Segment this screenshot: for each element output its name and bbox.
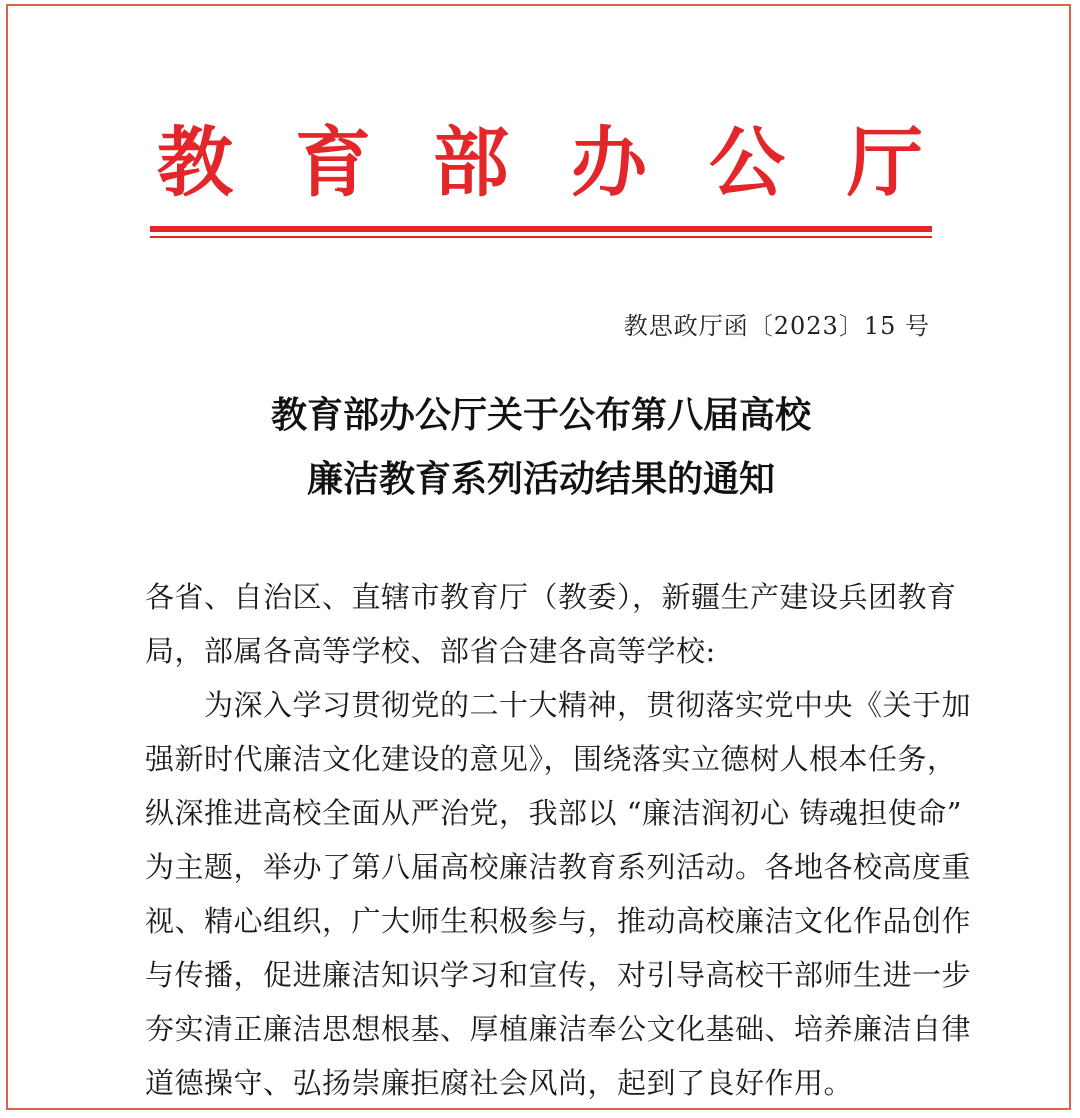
letterhead-issuer xyxy=(150,118,930,208)
document-number: 教思政厅函〔2023〕15 号 xyxy=(623,312,930,340)
body-line: 夯实清正廉洁思想根基、厚植廉洁奉公文化基础、培养廉洁自律 xyxy=(145,1012,972,1046)
body-line: 视、精心组织，广大师生积极参与，推动高校廉洁文化作品创作 xyxy=(145,904,972,938)
document-body xyxy=(145,570,972,1110)
body-line: 纵深推进高校全面从严治党，我部以 “廉洁润初心 铸魂担使命” xyxy=(145,796,963,830)
document-title-line: 廉洁教育系列活动结果的通知 xyxy=(306,459,775,500)
letterhead-char: 育 xyxy=(295,118,371,207)
body-line: 为主题，举办了第八届高校廉洁教育系列活动。各地各校高度重 xyxy=(145,850,972,884)
body-line: 局，部属各高等学校、部省合建各高等学校: xyxy=(145,634,716,668)
body-line: 强新时代廉洁文化建设的意见》，围绕落实立德树人根本任务， xyxy=(145,742,957,776)
body-line: 道德操守、弘扬崇廉拒腐社会风尚，起到了良好作用。 xyxy=(145,1066,854,1100)
letterhead-char: 教 xyxy=(157,118,233,207)
body-line: 各省、自治区、直辖市教育厅（教委），新疆生产建设兵团教育 xyxy=(145,580,957,614)
letterhead-char: 办 xyxy=(571,118,647,207)
letterhead-char: 部 xyxy=(433,118,509,207)
letterhead-char: 公 xyxy=(709,118,785,207)
body-line: 与传播，促进廉洁知识学习和宣传，对引导高校干部师生进一步 xyxy=(145,958,972,992)
letterhead-red-rule-thin xyxy=(150,236,932,238)
letterhead-char: 厅 xyxy=(847,118,923,207)
letterhead-red-rule xyxy=(150,226,932,232)
body-line: 为深入学习贯彻党的二十大精神，贯彻落实党中央《关于加 xyxy=(145,688,972,722)
document-title-line: 教育部办公厅关于公布第八届高校 xyxy=(270,395,811,436)
document-title xyxy=(150,384,932,512)
